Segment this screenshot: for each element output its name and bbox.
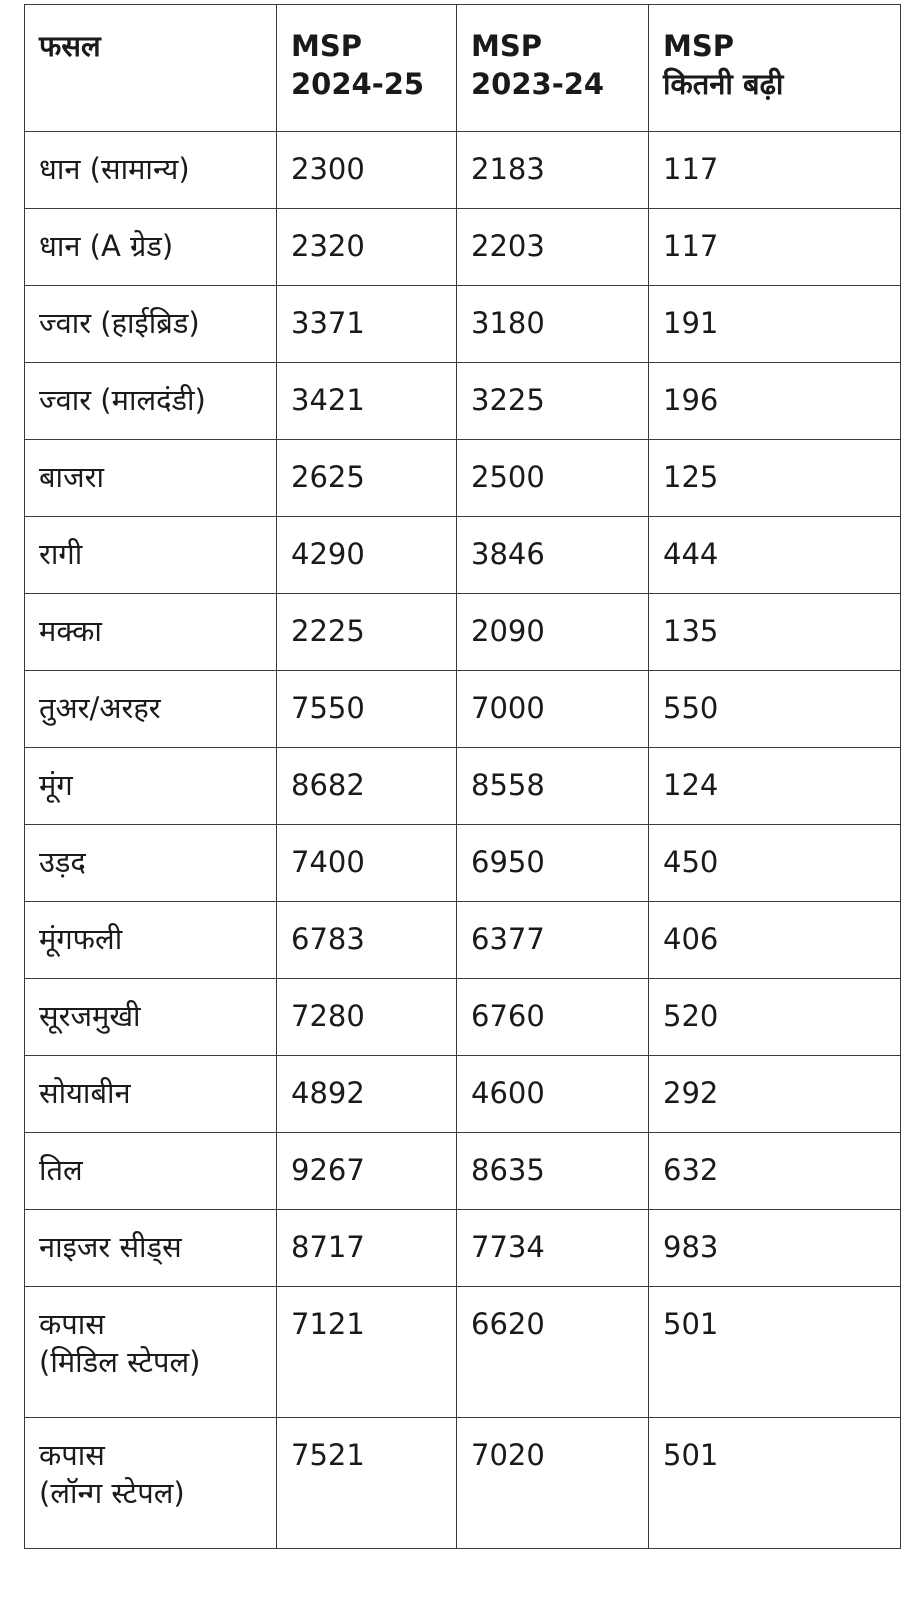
crop-name-line: तुअर/अरहर (39, 691, 161, 725)
msp-increase-cell: 550 (649, 671, 901, 748)
msp-2023-24-cell: 2500 (457, 440, 649, 517)
msp-increase-cell: 406 (649, 902, 901, 979)
msp-2024-25-cell: 3371 (277, 286, 457, 363)
crop-name-line: तिल (39, 1153, 83, 1187)
header-msp-2024-25-line-2: 2024-25 (291, 67, 425, 101)
crop-name-line: उड़द (39, 845, 86, 879)
crop-name-cell (25, 517, 277, 594)
header-msp-2023-24-line-1: MSP (471, 29, 542, 63)
header-msp-2024-25-line-1: MSP (291, 29, 362, 63)
crop-name-cell (25, 363, 277, 440)
crop-name-line: कपास (39, 1307, 105, 1341)
header-msp-increase-line-1: MSP (663, 29, 734, 63)
table-row (25, 1056, 901, 1133)
msp-2024-25-cell: 4892 (277, 1056, 457, 1133)
msp-2024-25-cell: 4290 (277, 517, 457, 594)
crop-name-line: ज्वार (मालदंडी) (39, 383, 206, 417)
msp-increase-cell: 292 (649, 1056, 901, 1133)
header-msp-2024-25 (277, 5, 457, 132)
header-crop-line-1: फसल (39, 29, 101, 63)
table-row (25, 1287, 901, 1418)
crop-name-line: सूरजमुखी (39, 999, 141, 1033)
msp-table (24, 4, 901, 1549)
msp-increase-cell: 191 (649, 286, 901, 363)
crop-name-cell (25, 1287, 277, 1418)
crop-name-line: मूंगफली (39, 922, 123, 956)
msp-2023-24-cell: 6760 (457, 979, 649, 1056)
msp-2024-25-cell: 8717 (277, 1210, 457, 1287)
msp-2023-24-cell: 7000 (457, 671, 649, 748)
msp-2024-25-cell: 7400 (277, 825, 457, 902)
msp-2024-25-cell: 2300 (277, 132, 457, 209)
msp-increase-cell: 444 (649, 517, 901, 594)
table-header (25, 5, 901, 132)
table-row (25, 748, 901, 825)
crop-name-line: (मिडिल स्टेपल) (39, 1345, 201, 1379)
table-row (25, 286, 901, 363)
msp-2023-24-cell: 2090 (457, 594, 649, 671)
msp-2023-24-cell: 2203 (457, 209, 649, 286)
msp-2023-24-cell: 3225 (457, 363, 649, 440)
msp-2024-25-cell: 8682 (277, 748, 457, 825)
crop-name-cell (25, 748, 277, 825)
crop-name-cell (25, 594, 277, 671)
msp-2023-24-cell: 8635 (457, 1133, 649, 1210)
crop-name-line: नाइजर सीड्स (39, 1230, 182, 1264)
msp-2024-25-cell: 7280 (277, 979, 457, 1056)
msp-increase-cell: 501 (649, 1287, 901, 1418)
msp-2024-25-cell: 2225 (277, 594, 457, 671)
table-row (25, 132, 901, 209)
table-row (25, 902, 901, 979)
crop-name-cell (25, 902, 277, 979)
msp-2023-24-cell: 8558 (457, 748, 649, 825)
msp-2024-25-cell: 6783 (277, 902, 457, 979)
msp-2023-24-cell: 6620 (457, 1287, 649, 1418)
crop-name-cell (25, 1133, 277, 1210)
crop-name-cell (25, 671, 277, 748)
msp-2024-25-cell: 3421 (277, 363, 457, 440)
msp-increase-cell: 117 (649, 132, 901, 209)
msp-increase-cell: 501 (649, 1418, 901, 1549)
crop-name-line: धान (A ग्रेड) (39, 229, 174, 263)
crop-name-line: सोयाबीन (39, 1076, 131, 1110)
msp-2023-24-cell: 6377 (457, 902, 649, 979)
msp-2024-25-cell: 2320 (277, 209, 457, 286)
msp-2023-24-cell: 3180 (457, 286, 649, 363)
crop-name-cell (25, 979, 277, 1056)
msp-2023-24-cell: 7734 (457, 1210, 649, 1287)
msp-increase-cell: 124 (649, 748, 901, 825)
header-msp-2023-24 (457, 5, 649, 132)
table-row (25, 440, 901, 517)
msp-increase-cell: 983 (649, 1210, 901, 1287)
crop-name-cell (25, 132, 277, 209)
table-row (25, 517, 901, 594)
table-row (25, 979, 901, 1056)
msp-2023-24-cell: 4600 (457, 1056, 649, 1133)
table-row (25, 825, 901, 902)
table-row (25, 671, 901, 748)
crop-name-cell (25, 286, 277, 363)
msp-2023-24-cell: 3846 (457, 517, 649, 594)
table-row (25, 594, 901, 671)
msp-increase-cell: 135 (649, 594, 901, 671)
crop-name-line: (लॉन्ग स्टेपल) (39, 1476, 185, 1510)
msp-increase-cell: 196 (649, 363, 901, 440)
crop-name-line: मूंग (39, 768, 73, 802)
crop-name-cell (25, 1210, 277, 1287)
header-msp-2023-24-line-2: 2023-24 (471, 67, 605, 101)
crop-name-cell (25, 440, 277, 517)
table-row (25, 363, 901, 440)
msp-2024-25-cell: 2625 (277, 440, 457, 517)
msp-2023-24-cell: 2183 (457, 132, 649, 209)
crop-name-cell (25, 825, 277, 902)
msp-2023-24-cell: 6950 (457, 825, 649, 902)
crop-name-line: मक्का (39, 614, 102, 648)
header-msp-increase (649, 5, 901, 132)
crop-name-line: ज्वार (हाईब्रिड) (39, 306, 200, 340)
table-row (25, 1210, 901, 1287)
crop-name-line: कपास (39, 1438, 105, 1472)
msp-2024-25-cell: 7550 (277, 671, 457, 748)
msp-increase-cell: 450 (649, 825, 901, 902)
msp-2024-25-cell: 7521 (277, 1418, 457, 1549)
crop-name-line: बाजरा (39, 460, 104, 494)
crop-name-cell (25, 209, 277, 286)
msp-2024-25-cell: 7121 (277, 1287, 457, 1418)
crop-name-line: रागी (39, 537, 83, 571)
header-crop (25, 5, 277, 132)
crop-name-cell (25, 1418, 277, 1549)
table-row (25, 1418, 901, 1549)
table-row (25, 209, 901, 286)
msp-2023-24-cell: 7020 (457, 1418, 649, 1549)
crop-name-cell (25, 1056, 277, 1133)
msp-increase-cell: 117 (649, 209, 901, 286)
msp-increase-cell: 125 (649, 440, 901, 517)
header-row (25, 5, 901, 132)
table-row (25, 1133, 901, 1210)
msp-increase-cell: 520 (649, 979, 901, 1056)
msp-2024-25-cell: 9267 (277, 1133, 457, 1210)
msp-increase-cell: 632 (649, 1133, 901, 1210)
table-body (25, 132, 901, 1549)
crop-name-line: धान (सामान्य) (39, 152, 190, 186)
msp-table-container (24, 4, 900, 1549)
header-msp-increase-line-2: कितनी बढ़ी (663, 67, 784, 101)
